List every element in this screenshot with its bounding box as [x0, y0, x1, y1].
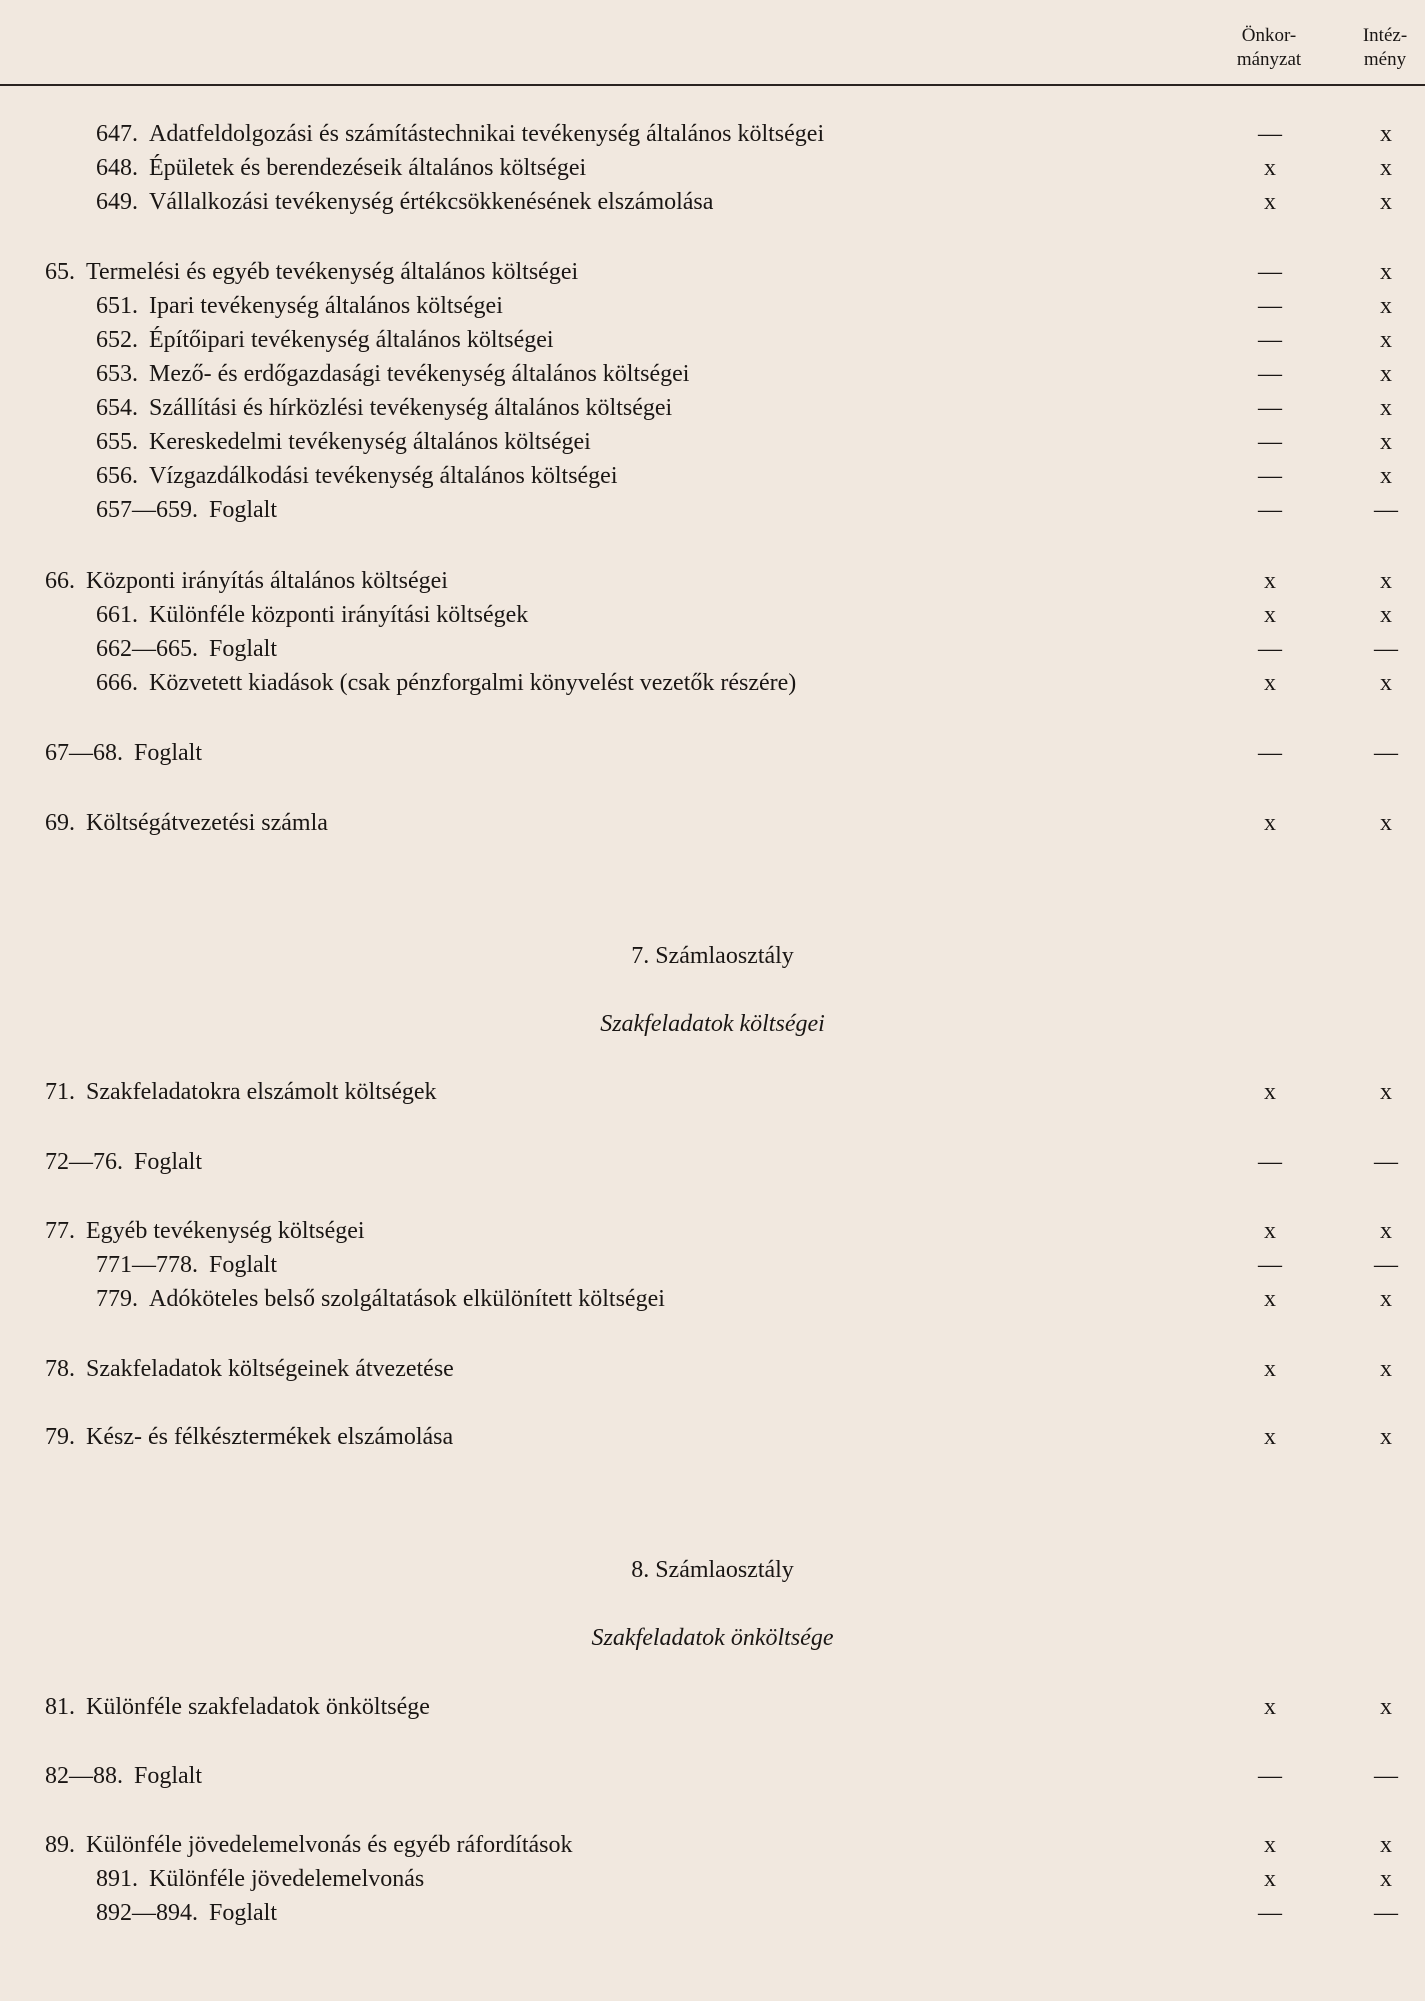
intezmeny-mark: x	[1380, 259, 1392, 285]
intezmeny-mark: x	[1380, 1694, 1392, 1720]
account-number: 654.	[96, 395, 138, 421]
intezmeny-mark: x	[1380, 602, 1392, 628]
onkormanyzat-mark: x	[1264, 810, 1276, 836]
onkormanyzat-mark: x	[1264, 1218, 1276, 1244]
column-header-intezmeny-line2: mény	[1363, 49, 1407, 70]
account-label: Egyéb tevékenység költségei	[86, 1218, 365, 1244]
onkormanyzat-mark: —	[1258, 740, 1282, 766]
table-row	[0, 459, 1425, 493]
account-label: Kereskedelmi tevékenység általános költségei	[149, 429, 591, 455]
account-number: 77.	[45, 1218, 75, 1244]
table-row	[0, 1420, 1425, 1454]
table-row	[0, 1075, 1425, 1109]
table-row	[0, 1214, 1425, 1248]
account-number: 89.	[45, 1832, 75, 1858]
account-label: Foglalt	[209, 636, 278, 662]
table-row	[0, 1896, 1425, 1930]
intezmeny-mark: x	[1380, 1832, 1392, 1858]
table-row	[0, 117, 1425, 151]
column-header-onkormanyzat-line1: Önkor-	[1241, 25, 1297, 46]
table-row	[0, 1248, 1425, 1282]
account-label: Különféle jövedelemelvonás és egyéb ráfordítások	[86, 1832, 573, 1858]
onkormanyzat-mark: x	[1264, 1079, 1276, 1105]
table-row	[0, 289, 1425, 323]
onkormanyzat-mark: x	[1264, 1356, 1276, 1382]
account-number: 72—76.	[45, 1149, 123, 1175]
account-number: 65.	[45, 259, 75, 285]
onkormanyzat-mark: x	[1264, 1286, 1276, 1312]
account-number: 655.	[96, 429, 138, 455]
section-subtitle-7: Szakfeladatok költségei	[600, 1011, 825, 1037]
intezmeny-mark: x	[1380, 429, 1392, 455]
onkormanyzat-mark: x	[1264, 602, 1276, 628]
intezmeny-mark: x	[1380, 810, 1392, 836]
onkormanyzat-mark: x	[1264, 1832, 1276, 1858]
onkormanyzat-mark: —	[1258, 259, 1282, 285]
account-number: 662—665.	[96, 636, 198, 662]
account-label: Központi irányítás általános költségei	[86, 568, 448, 594]
onkormanyzat-mark: —	[1258, 1149, 1282, 1175]
account-label: Foglalt	[134, 740, 203, 766]
table-row	[0, 493, 1425, 527]
onkormanyzat-mark: x	[1264, 568, 1276, 594]
account-number: 656.	[96, 463, 138, 489]
onkormanyzat-mark: —	[1258, 636, 1282, 662]
account-number: 79.	[45, 1424, 75, 1450]
onkormanyzat-mark: —	[1258, 1900, 1282, 1926]
account-label: Költségátvezetési számla	[86, 810, 328, 836]
account-number: 892—894.	[96, 1900, 198, 1926]
table-row	[0, 1862, 1425, 1896]
account-number: 66.	[45, 568, 75, 594]
account-label: Épületek és berendezéseik általános költségei	[149, 155, 587, 181]
table-row	[0, 632, 1425, 666]
intezmeny-mark: —	[1374, 1252, 1398, 1278]
onkormanyzat-mark: —	[1258, 463, 1282, 489]
column-header-onkormanyzat	[1214, 24, 1324, 72]
section-subtitle-8: Szakfeladatok önköltsége	[591, 1625, 834, 1651]
account-label: Foglalt	[134, 1763, 203, 1789]
account-number: 779.	[96, 1286, 138, 1312]
account-number: 71.	[45, 1079, 75, 1105]
intezmeny-mark: x	[1380, 361, 1392, 387]
account-number: 653.	[96, 361, 138, 387]
account-label: Foglalt	[209, 1252, 278, 1278]
account-number: 81.	[45, 1694, 75, 1720]
account-number: 67—68.	[45, 740, 123, 766]
onkormanyzat-mark: x	[1264, 1694, 1276, 1720]
table-row	[0, 425, 1425, 459]
intezmeny-mark: x	[1380, 155, 1392, 181]
account-number: 78.	[45, 1356, 75, 1382]
onkormanyzat-mark: —	[1258, 121, 1282, 147]
onkormanyzat-mark: —	[1258, 1252, 1282, 1278]
account-label: Vízgazdálkodási tevékenység általános költségei	[149, 463, 618, 489]
intezmeny-mark: x	[1380, 670, 1392, 696]
account-number: 69.	[45, 810, 75, 836]
intezmeny-mark: —	[1374, 1763, 1398, 1789]
intezmeny-mark: —	[1374, 1149, 1398, 1175]
onkormanyzat-mark: —	[1258, 497, 1282, 523]
intezmeny-mark: x	[1380, 1866, 1392, 1892]
onkormanyzat-mark: —	[1258, 1763, 1282, 1789]
account-number: 661.	[96, 602, 138, 628]
account-label: Szakfeladatokra elszámolt költségek	[86, 1079, 437, 1105]
account-label: Kész- és félkésztermékek elszámolása	[86, 1424, 454, 1450]
table-row	[0, 564, 1425, 598]
intezmeny-mark: x	[1380, 1079, 1392, 1105]
intezmeny-mark: x	[1380, 1286, 1392, 1312]
onkormanyzat-mark: x	[1264, 1866, 1276, 1892]
onkormanyzat-mark: x	[1264, 155, 1276, 181]
table-row	[0, 255, 1425, 289]
onkormanyzat-mark: —	[1258, 395, 1282, 421]
account-number: 648.	[96, 155, 138, 181]
intezmeny-mark: —	[1374, 740, 1398, 766]
account-number: 666.	[96, 670, 138, 696]
onkormanyzat-mark: x	[1264, 189, 1276, 215]
account-label: Ipari tevékenység általános költségei	[149, 293, 503, 319]
intezmeny-mark: x	[1380, 189, 1392, 215]
account-label: Szállítási és hírközlési tevékenység általános költségei	[149, 395, 673, 421]
account-number: 891.	[96, 1866, 138, 1892]
account-label: Foglalt	[209, 1900, 278, 1926]
section-title-8: 8. Számlaosztály	[631, 1557, 794, 1583]
account-label: Adatfeldolgozási és számítástechnikai tevékenység általános költségei	[149, 121, 825, 147]
table-row	[0, 357, 1425, 391]
account-label: Közvetett kiadások (csak pénzforgalmi könyvelést vezetők részére)	[149, 670, 797, 696]
column-header-intezmeny	[1330, 24, 1425, 72]
account-label: Különféle központi irányítási költségek	[149, 602, 529, 628]
account-number: 82—88.	[45, 1763, 123, 1789]
account-label: Adóköteles belső szolgáltatások elkülönített költségei	[149, 1286, 665, 1312]
table-row	[0, 1145, 1425, 1179]
onkormanyzat-mark: —	[1258, 361, 1282, 387]
account-number: 647.	[96, 121, 138, 147]
table-row	[0, 391, 1425, 425]
intezmeny-mark: x	[1380, 463, 1392, 489]
table-row	[0, 598, 1425, 632]
table-row	[0, 1352, 1425, 1386]
intezmeny-mark: x	[1380, 568, 1392, 594]
table-row	[0, 806, 1425, 840]
account-label: Szakfeladatok költségeinek átvezetése	[86, 1356, 454, 1382]
intezmeny-mark: x	[1380, 1356, 1392, 1382]
account-number: 657—659.	[96, 497, 198, 523]
table-row	[0, 323, 1425, 357]
account-label: Különféle szakfeladatok önköltsége	[86, 1694, 430, 1720]
intezmeny-mark: x	[1380, 121, 1392, 147]
table-row	[0, 1759, 1425, 1793]
intezmeny-mark: —	[1374, 636, 1398, 662]
intezmeny-mark: x	[1380, 395, 1392, 421]
account-label: Mező- és erdőgazdasági tevékenység általános költségei	[149, 361, 690, 387]
table-row	[0, 666, 1425, 700]
intezmeny-mark: x	[1380, 1424, 1392, 1450]
table-row	[0, 1828, 1425, 1862]
intezmeny-mark: x	[1380, 327, 1392, 353]
onkormanyzat-mark: —	[1258, 429, 1282, 455]
account-number: 771—778.	[96, 1252, 198, 1278]
onkormanyzat-mark: —	[1258, 293, 1282, 319]
table-row	[0, 1282, 1425, 1316]
onkormanyzat-mark: x	[1264, 670, 1276, 696]
table-row	[0, 185, 1425, 219]
account-label: Vállalkozási tevékenység értékcsökkenésének elszámolása	[149, 189, 714, 215]
account-label: Különféle jövedelemelvonás	[149, 1866, 425, 1892]
table-row	[0, 151, 1425, 185]
account-number: 651.	[96, 293, 138, 319]
onkormanyzat-mark: —	[1258, 327, 1282, 353]
intezmeny-mark: x	[1380, 1218, 1392, 1244]
table-row	[0, 736, 1425, 770]
intezmeny-mark: x	[1380, 293, 1392, 319]
intezmeny-mark: —	[1374, 497, 1398, 523]
intezmeny-mark: —	[1374, 1900, 1398, 1926]
onkormanyzat-mark: x	[1264, 1424, 1276, 1450]
table-row	[0, 1690, 1425, 1724]
column-header-onkormanyzat-line2: mányzat	[1236, 49, 1302, 70]
header-rule	[0, 84, 1425, 86]
account-number: 652.	[96, 327, 138, 353]
account-label: Foglalt	[134, 1149, 203, 1175]
account-label: Építőipari tevékenység általános költségei	[149, 327, 554, 353]
column-header-intezmeny-line1: Intéz-	[1362, 25, 1408, 46]
account-label: Foglalt	[209, 497, 278, 523]
account-label: Termelési és egyéb tevékenység általános költségei	[86, 259, 579, 285]
account-number: 649.	[96, 189, 138, 215]
section-title-7: 7. Számlaosztály	[631, 943, 794, 969]
